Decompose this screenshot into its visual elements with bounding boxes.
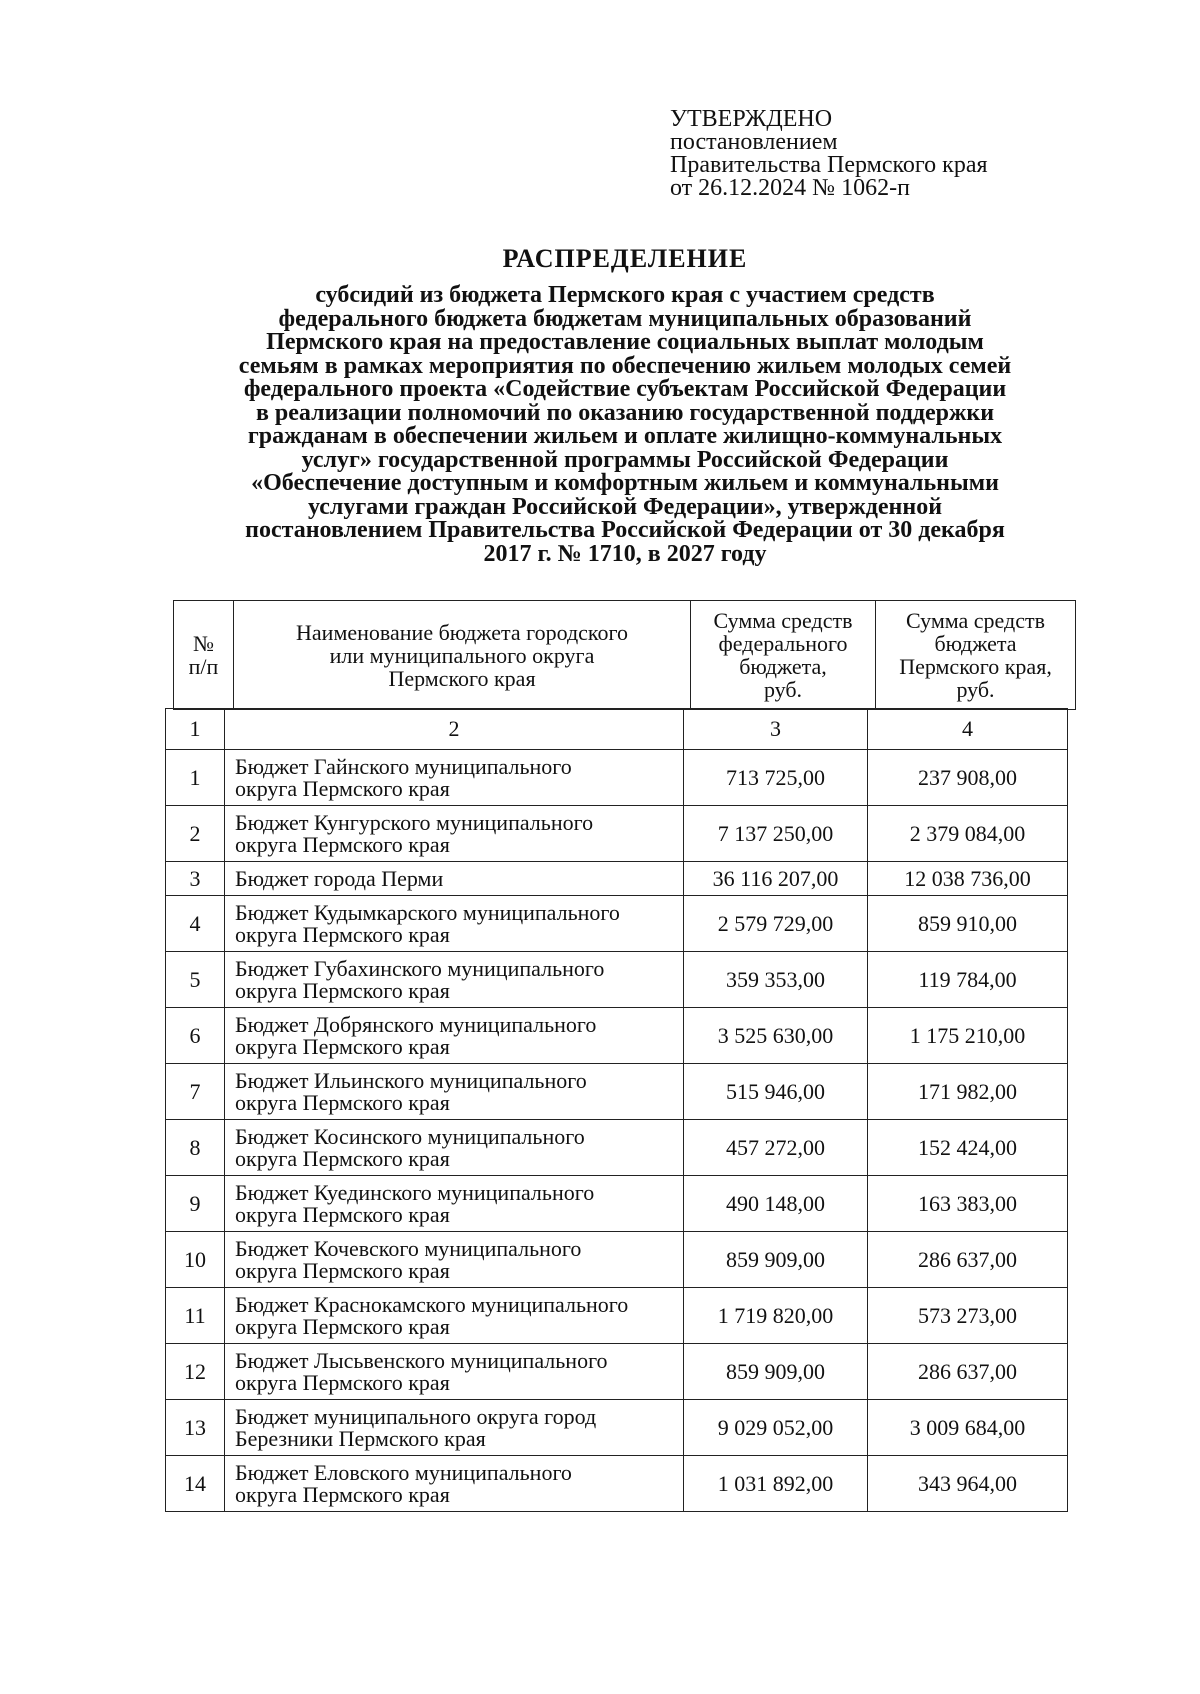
federal-sum: 9 029 052,00 (684, 1400, 868, 1456)
federal-sum: 1 031 892,00 (684, 1456, 868, 1512)
table-row (166, 1176, 1068, 1232)
budget-name: Бюджет города Перми (225, 862, 684, 896)
row-number: 4 (166, 896, 225, 952)
subtitle-line: постановлением Правительства Российской Федерации от 30 декабря (245, 517, 1005, 543)
subtitle-line: Пермского края на предоставление социальных выплат молодым (266, 329, 984, 355)
subtitle-line: федерального бюджета бюджетам муниципальных образований (278, 305, 972, 332)
document-title: РАСПРЕДЕЛЕНИЕ (502, 244, 748, 273)
table-row (166, 862, 1068, 896)
row-number: 11 (166, 1288, 225, 1344)
row-number: 5 (166, 952, 225, 1008)
budget-name: Бюджет Лысьвенского муниципального округа Пермского края (225, 1344, 684, 1400)
regional-sum: 237 908,00 (868, 750, 1068, 806)
federal-sum: 859 909,00 (684, 1344, 868, 1400)
subtitle-line: субсидий из бюджета Пермского края с участием средств (315, 282, 935, 308)
subtitle-line: гражданам в обеспечении жильем и оплате жилищно-коммунальных (247, 423, 1003, 449)
column-number: 3 (684, 709, 868, 750)
header-regional-sum: Сумма средств бюджета Пермского края, руб. (876, 601, 1076, 710)
table-row (166, 1232, 1068, 1288)
subtitle-line: услугами граждан Российской Федерации», утвержденной (307, 493, 943, 520)
budget-name: Бюджет Добрянского муниципального округа Пермского края (225, 1008, 684, 1064)
regional-sum: 573 273,00 (868, 1288, 1068, 1344)
column-number: 1 (166, 709, 225, 750)
approval-stamp (670, 108, 988, 200)
federal-sum: 359 353,00 (684, 952, 868, 1008)
budget-name: Бюджет Губахинского муниципального округа Пермского края (225, 952, 684, 1008)
budget-name: Бюджет Краснокамского муниципального округа Пермского края (225, 1288, 684, 1344)
federal-sum: 1 719 820,00 (684, 1288, 868, 1344)
table-row (166, 1400, 1068, 1456)
budget-name: Бюджет Гайнского муниципального округа Пермского края (225, 750, 684, 806)
regional-sum: 286 637,00 (868, 1232, 1068, 1288)
regional-sum: 1 175 210,00 (868, 1008, 1068, 1064)
row-number: 8 (166, 1120, 225, 1176)
federal-sum: 859 909,00 (684, 1232, 868, 1288)
approval-line: Правительства Пермского края (670, 152, 988, 178)
budget-name: Бюджет Кочевского муниципального округа Пермского края (225, 1232, 684, 1288)
approval-line: УТВЕРЖДЕНО (670, 106, 833, 132)
document-subtitle (160, 284, 1090, 566)
subtitle-line: услуг» государственной программы Российской Федерации (301, 446, 949, 473)
column-number: 4 (868, 709, 1068, 750)
table-row (166, 952, 1068, 1008)
subtitle-line: «Обеспечение доступным и комфортным жильем и коммунальными (251, 470, 999, 496)
row-number: 12 (166, 1344, 225, 1400)
regional-sum: 163 383,00 (868, 1176, 1068, 1232)
regional-sum: 286 637,00 (868, 1344, 1068, 1400)
subtitle-line: федерального проекта «Содействие субъектам Российской Федерации (243, 376, 1007, 402)
federal-sum: 490 148,00 (684, 1176, 868, 1232)
column-number: 2 (225, 709, 684, 750)
federal-sum: 2 579 729,00 (684, 896, 868, 952)
row-number: 9 (166, 1176, 225, 1232)
approval-line: постановлением (670, 129, 838, 155)
regional-sum: 859 910,00 (868, 896, 1068, 952)
budget-name: Бюджет Еловского муниципального округа Пермского края (225, 1456, 684, 1512)
row-number: 7 (166, 1064, 225, 1120)
regional-sum: 3 009 684,00 (868, 1400, 1068, 1456)
table-row (166, 806, 1068, 862)
federal-sum: 515 946,00 (684, 1064, 868, 1120)
budget-name: Бюджет Ильинского муниципального округа Пермского края (225, 1064, 684, 1120)
approval-line: от 26.12.2024 № 1062-п (670, 175, 910, 201)
table-header (173, 600, 1076, 710)
row-number: 10 (166, 1232, 225, 1288)
subtitle-line: 2017 г. № 1710, в 2027 году (483, 540, 767, 567)
federal-sum: 457 272,00 (684, 1120, 868, 1176)
row-number: 2 (166, 806, 225, 862)
regional-sum: 152 424,00 (868, 1120, 1068, 1176)
row-number: 1 (166, 750, 225, 806)
row-number: 3 (166, 862, 225, 896)
budget-name: Бюджет Косинского муниципального округа Пермского края (225, 1120, 684, 1176)
table-row (166, 896, 1068, 952)
regional-sum: 12 038 736,00 (868, 862, 1068, 896)
table-row (166, 1288, 1068, 1344)
budget-name: Бюджет Кунгурского муниципального округа Пермского края (225, 806, 684, 862)
header-number: № п/п (174, 601, 234, 710)
table-row (166, 1064, 1068, 1120)
row-number: 6 (166, 1008, 225, 1064)
budget-name: Бюджет Куединского муниципального округа Пермского края (225, 1176, 684, 1232)
distribution-table (165, 708, 1068, 1512)
federal-sum: 3 525 630,00 (684, 1008, 868, 1064)
federal-sum: 713 725,00 (684, 750, 868, 806)
budget-name: Бюджет муниципального округа город Березники Пермского края (225, 1400, 684, 1456)
table-row (166, 1344, 1068, 1400)
row-number: 13 (166, 1400, 225, 1456)
federal-sum: 36 116 207,00 (684, 862, 868, 896)
header-budget-name: Наименование бюджета городского или муниципального округа Пермского края (234, 601, 691, 710)
budget-name: Бюджет Кудымкарского муниципального округа Пермского края (225, 896, 684, 952)
row-number: 14 (166, 1456, 225, 1512)
table-row (166, 1120, 1068, 1176)
table-row (166, 1008, 1068, 1064)
header-federal-sum: Сумма средств федерального бюджета, руб. (691, 601, 876, 710)
regional-sum: 343 964,00 (868, 1456, 1068, 1512)
regional-sum: 171 982,00 (868, 1064, 1068, 1120)
subtitle-line: в реализации полномочий по оказанию государственной поддержки (255, 399, 995, 426)
regional-sum: 2 379 084,00 (868, 806, 1068, 862)
subtitle-line: семьям в рамках мероприятия по обеспечению жильем молодых семей (238, 352, 1012, 379)
table-row (166, 750, 1068, 806)
table-row (166, 1456, 1068, 1512)
regional-sum: 119 784,00 (868, 952, 1068, 1008)
federal-sum: 7 137 250,00 (684, 806, 868, 862)
column-number-row (166, 709, 1068, 750)
